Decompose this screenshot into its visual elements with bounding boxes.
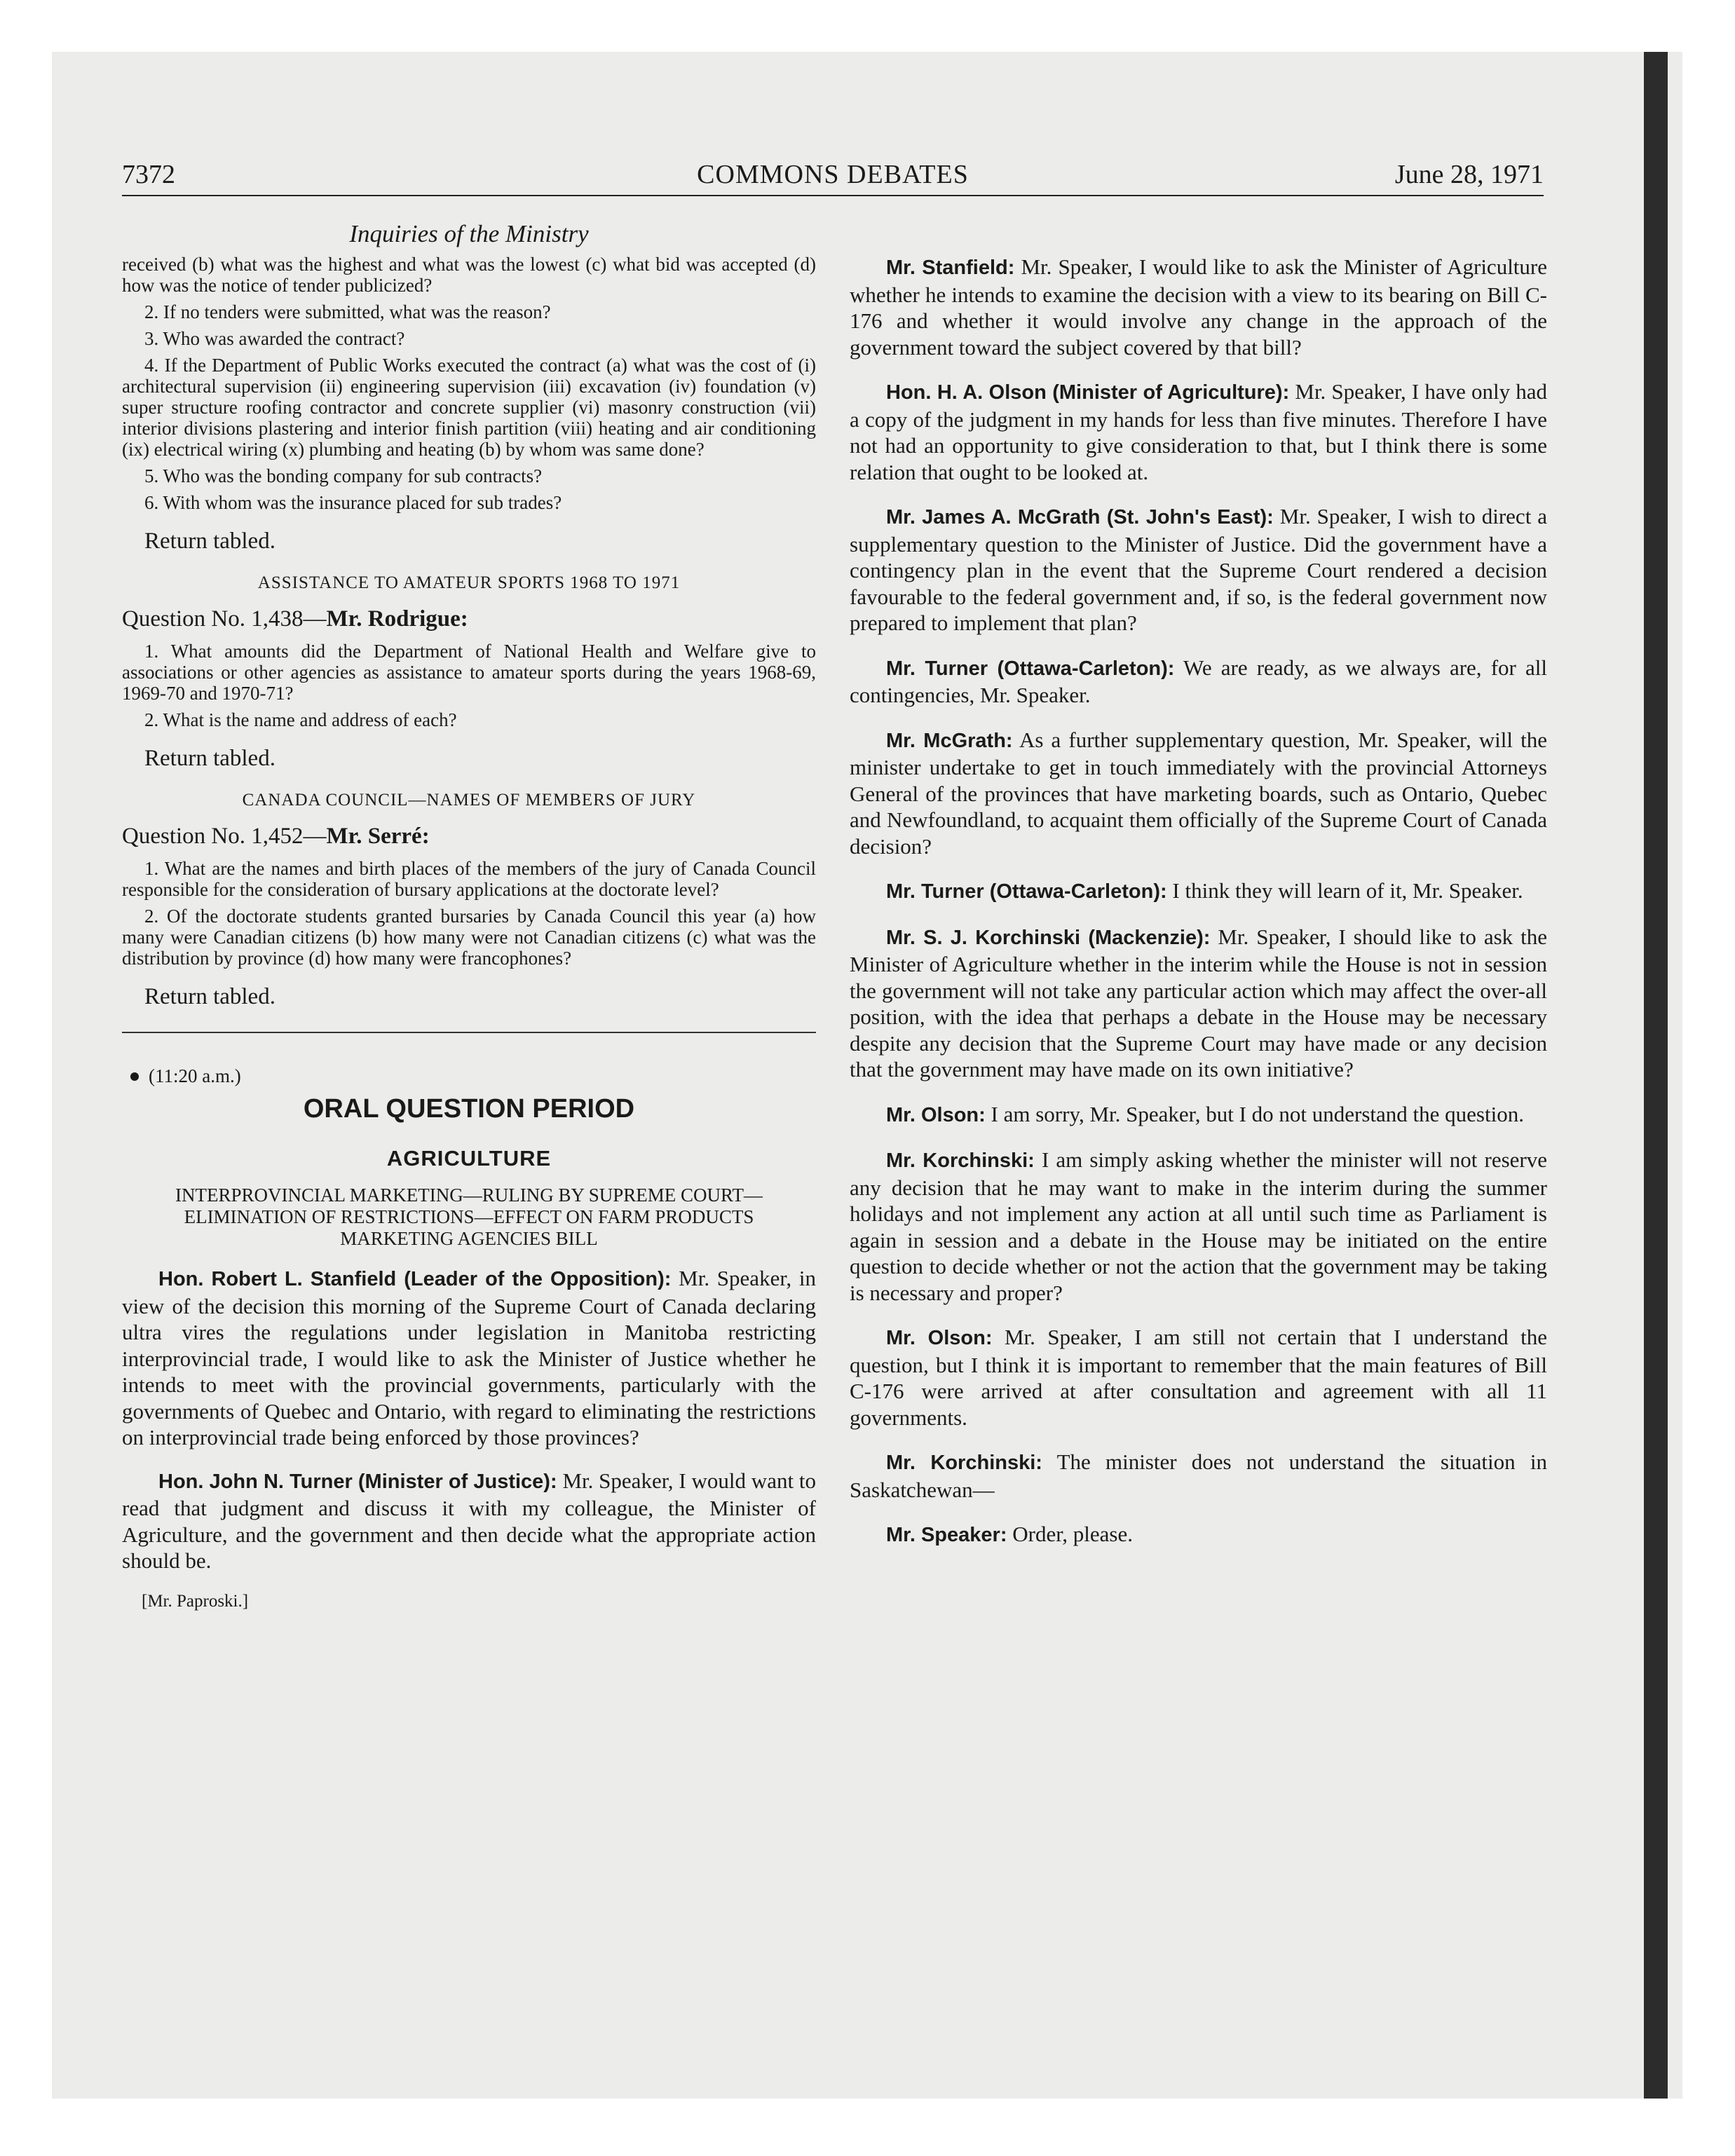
speech (850, 924, 1547, 1083)
speech (850, 878, 1547, 906)
speaker-name: Mr. Olson: (886, 1327, 993, 1349)
speech-text: I think they will learn of it, Mr. Speaker. (1172, 878, 1523, 903)
speech (850, 503, 1547, 636)
return-tabled: Return tabled. (144, 984, 275, 1009)
speech (850, 254, 1547, 360)
speaker-name: Mr. Speaker: (886, 1524, 1007, 1546)
speech (850, 1521, 1547, 1549)
speech (850, 1449, 1547, 1503)
speech (122, 1468, 816, 1574)
question-number (122, 604, 816, 634)
subject-heading: AGRICULTURE (386, 1146, 552, 1171)
speech-text: I am simply asking whether the minister will not reserve any decision that he may want to make in the interim during the summer holidays and not implement any action at all until such time as Parliament is again in session and a debate in the House may be initiated on the entire question to decide whether or not the action that the government may be taking is necessary and proper? (850, 1147, 1548, 1305)
running-head: Inquiries of the Ministry (349, 220, 589, 247)
speech-text: Mr. Speaker, in view of the decision this morning of the Supreme Court of Canada declaring ultra vires the regulations under legislation in Manitoba restricting interprovincial trade, I would like to ask the Minister of Justice whether he intends to meet with the provincial governments, particularly with the governments of Quebec and Ontario, with regard to eliminating the restrictions on interprovincial trade being enforced by those provinces? (122, 1266, 817, 1449)
question-number (122, 821, 816, 851)
footer-note: [Mr. Paproski.] (142, 1591, 249, 1611)
left-column (122, 219, 816, 1612)
speaker-name: Hon. John N. Turner (Minister of Justice): (158, 1470, 557, 1493)
speech-text: Mr. Speaker, I am still not certain that I understand the question, but I think it is important to remember that the main features of Bill C-176 were arrived at after consultation and agreement with all 11 governments. (850, 1325, 1547, 1430)
time-stamp-text: (11:20 a.m.) (149, 1065, 241, 1086)
question-label: Question No. 1,452— (122, 824, 327, 849)
page-header (122, 158, 1544, 196)
speaker-name: Mr. Olson: (886, 1103, 986, 1126)
topic-heading: INTERPROVINCIAL MARKETING—RULING BY SUPREME COURT—ELIMINATION OF RESTRICTIONS—EFFECT ON FARM PRODUCTS MARKETING AGENCIES BILL (175, 1185, 763, 1249)
page-number: 7372 (122, 160, 175, 189)
speaker-name: Mr. Korchinski: (886, 1149, 1035, 1172)
speech (850, 655, 1547, 709)
speech-text: As a further supplementary question, Mr. Speaker, will the minister undertake to get in touch immediately with the provincial Attorneys General of the provinces that have marketing boards, such as Ontario, Quebec and Newfoundland, to acquaint them officially of the Supreme Court of Canada decision? (850, 727, 1547, 859)
speaker-name: Mr. McGrath: (886, 729, 1013, 752)
speaker-name: Mr. Korchinski: (886, 1452, 1042, 1474)
question-heading: CANADA COUNCIL—NAMES OF MEMBERS OF JURY (242, 791, 696, 810)
speaker-name: Hon. Robert L. Stanfield (Leader of the Opposition): (158, 1268, 672, 1290)
speech-text: Mr. Speaker, I would like to ask the Minister of Agriculture whether he intends to examine the decision with a view to its bearing on Bill C-176 and whether it would involve any change in the approach of the government toward the subject covered by that bill? (850, 254, 1547, 360)
speech (850, 1101, 1547, 1129)
return-tabled: Return tabled. (144, 746, 275, 771)
right-column (850, 254, 1547, 1567)
page-date: June 28, 1971 (1394, 160, 1544, 189)
speech-text: Mr. Speaker, I have only had a copy of the judgment in my hands for less than five minutes. Therefore I have not had an opportunity to give consideration to that, but I think there is some relation that ought to be looked at. (850, 379, 1547, 484)
question-text: 6. With whom was the insurance placed for sub trades? (144, 492, 562, 513)
speaker-name: Hon. H. A. Olson (Minister of Agriculture): (886, 381, 1290, 404)
speaker-name: Mr. Turner (Ottawa-Carleton): (886, 880, 1167, 903)
question-heading: ASSISTANCE TO AMATEUR SPORTS 1968 TO 1971 (257, 573, 681, 592)
bullet-icon (130, 1072, 139, 1081)
speech-text: Mr. Speaker, I would want to read that judgment and discuss it with my colleague, the Minister of Agriculture, and the government and then decide what the appropriate action should be. (122, 1468, 816, 1573)
speech (850, 378, 1547, 485)
question-text: 2. What is the name and address of each? (144, 709, 457, 730)
question-asker: Mr. Rodrigue: (326, 606, 468, 632)
question-text: 1. What are the names and birth places of the members of the jury of Canada Council responsible for the consideration of bursary applications at the doctorate level? (122, 858, 816, 900)
speech-text: Mr. Speaker, I wish to direct a supplementary question to the Minister of Justice. Did the government have a contingency plan in the event that the Supreme Court rendered a decision favourable to the federal government and, if so, is the federal government now prepared to implement that plan? (850, 504, 1548, 635)
question-text: received (b) what was the highest and what was the lowest (c) what bid was accepted (d) how was the notice of tender publicized? (122, 254, 816, 296)
speech (850, 727, 1547, 860)
speech-text: Order, please. (1012, 1522, 1133, 1546)
question-text: 3. Who was awarded the contract? (144, 328, 405, 349)
speaker-name: Mr. Turner (Ottawa-Carleton): (886, 657, 1175, 680)
question-text: 1. What amounts did the Department of National Health and Welfare give to associations or other agencies as assistance to amateur sports during the years 1968-69, 1969-70 and 1970-71? (122, 641, 816, 704)
time-stamp (122, 1064, 816, 1088)
question-text: 5. Who was the bonding company for sub contracts? (144, 465, 543, 486)
question-text: 2. Of the doctorate students granted bursaries by Canada Council this year (a) how many were Canadian citizens (b) how many were not Canadian citizens (c) what was the distribution by province (d) how many were francophones? (122, 906, 816, 969)
speech (122, 1265, 816, 1451)
speech-text: Mr. Speaker, I should like to ask the Minister of Agriculture whether in the interim while the House is not in session the government will not take any particular action which may affect the over-all position, with the idea that perhaps a debate in the House may be necessary despite any decision that the Supreme Court may have made or any decision that the government may have made on its own initiative? (850, 924, 1547, 1082)
speech-text: We are ready, as we always are, for all contingencies, Mr. Speaker. (850, 655, 1547, 707)
speech-text: I am sorry, Mr. Speaker, but I do not understand the question. (991, 1101, 1524, 1126)
speaker-name: Mr. S. J. Korchinski (Mackenzie): (886, 926, 1211, 949)
speech (850, 1147, 1547, 1306)
return-tabled: Return tabled. (144, 528, 275, 554)
question-label: Question No. 1,438— (122, 606, 327, 632)
question-text: 2. If no tenders were submitted, what was the reason? (144, 301, 551, 322)
question-text: 4. If the Department of Public Works executed the contract (a) what was the cost of (i) architectural supervision (ii) engineering supervision (iii) excavation (iv) foundation (v) super structure roofing contractor and concrete supplier (vi) masonry construction (vii) interior divisions plastering and interior finish partition (viii) heating and air conditioning (ix) electrical wiring (x) plumbing and heating (b) by whom was same done? (122, 355, 816, 460)
speech (850, 1324, 1547, 1431)
speaker-name: Mr. James A. McGrath (St. John's East): (886, 506, 1274, 528)
section-divider (122, 1032, 816, 1033)
speech-text: The minister does not understand the situation in Saskatchewan— (850, 1449, 1547, 1502)
section-title: ORAL QUESTION PERIOD (303, 1094, 635, 1124)
speaker-name: Mr. Stanfield: (886, 257, 1015, 279)
question-asker: Mr. Serré: (326, 824, 430, 849)
publication-title: COMMONS DEBATES (697, 160, 969, 189)
